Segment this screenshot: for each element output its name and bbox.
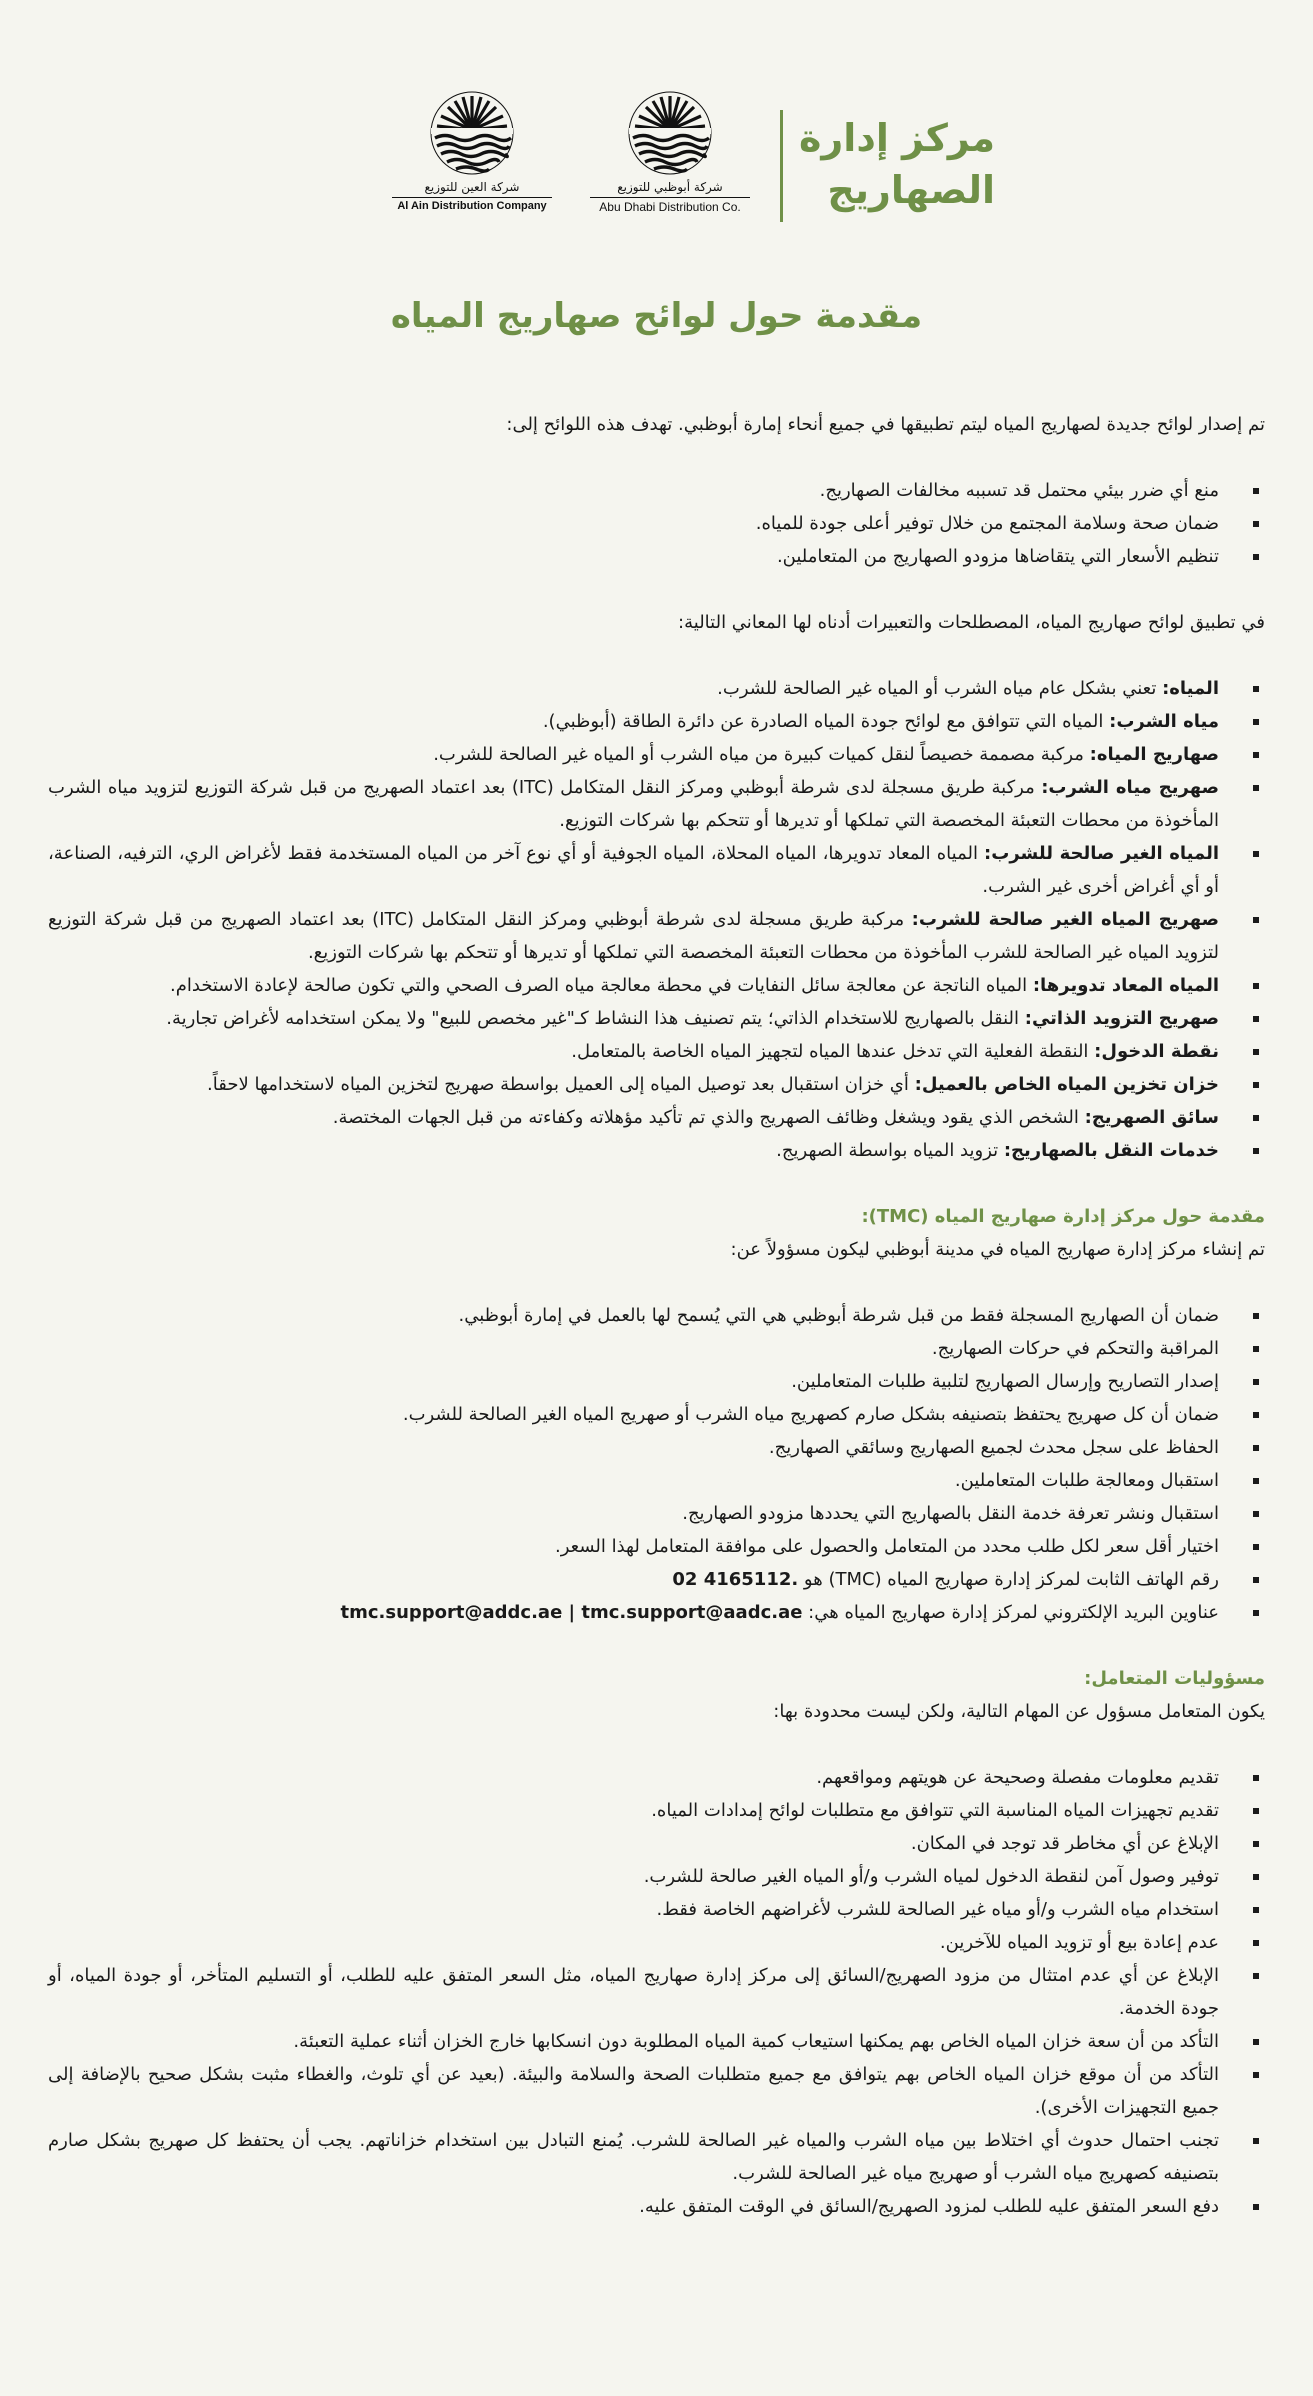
aadc-logo [382,90,562,212]
header-divider [780,110,783,222]
adnoc-arabic-name: شركة أبوظبي للتوزيع [617,180,723,194]
definition-text: مركبة طريق مسجلة لدى شرطة أبوظبي ومركز النقل المتكامل (ITC) بعد اعتماد الصهريج من قبل شركة التوزيع لتزويد المياه غير الصالحة للشرب المأخوذة من محطات التعبئة المخصصة التي تملكها أو تديرها أو تتحكم بها شركات التوزيع. [48,909,1219,963]
logo-rule [392,197,552,198]
definition-item [48,1002,1265,1035]
sunburst-wave-logo-icon [429,90,515,176]
sunburst-wave-logo-icon [627,90,713,176]
definitions-intro: في تطبيق لوائح صهاريج المياه، المصطلحات والتعبيرات أدناه لها المعاني التالية: [678,612,1265,633]
list-item: تنظيم الأسعار التي يتقاضاها مزودو الصهاريج من المتعاملين. [48,540,1265,573]
aadc-english-name: Al Ain Distribution Company [397,200,547,212]
list-item: منع أي ضرر بيئي محتمل قد تسببه مخالفات الصهاريج. [48,474,1265,507]
tmc-section-heading: مقدمة حول مركز إدارة صهاريج المياه (TMC): [861,1206,1265,1227]
definition-term: المياه: [1162,678,1219,699]
definition-item [48,771,1265,837]
definitions-list [48,672,1265,1167]
list-item: استقبال ومعالجة طلبات المتعاملين. [48,1464,1265,1497]
definition-text: النقل بالصهاريج للاستخدام الذاتي؛ يتم تصنيف هذا النشاط كـ"غير مخصص للبيع" ولا يمكن استخدامه لأغراض تجارية. [166,1008,1025,1029]
phone-label: رقم الهاتف الثابت لمركز إدارة صهاريج المياه (TMC) هو [798,1569,1219,1590]
list-item: تجنب احتمال حدوث أي اختلاط بين مياه الشرب والمياه غير الصالحة للشرب. يُمنع التبادل بين استخدام خزاناتهم. يجب أن يحتفظ كل صهريج بشكل صارم بتصنيفه كصهريج مياه الشرب أو صهريج مياه غير الصالحة للشرب. [48,2124,1265,2190]
aadc-arabic-name: شركة العين للتوزيع [424,180,520,194]
tmc-intro: تم إنشاء مركز إدارة صهاريج المياه في مدينة أبوظبي ليكون مسؤولاً عن: [730,1239,1265,1260]
definition-term: سائق الصهريج: [1084,1107,1219,1128]
definition-text: تعني بشكل عام مياه الشرب أو المياه غير الصالحة للشرب. [717,678,1163,699]
list-item: تقديم تجهيزات المياه المناسبة التي تتوافق مع متطلبات لوائح إمدادات المياه. [48,1794,1265,1827]
adnoc-english-name: Abu Dhabi Distribution Co. [599,200,741,214]
definition-item [48,1035,1265,1068]
email-addresses: tmc.support@addc.ae | tmc.support@aadc.ae [340,1602,803,1623]
definition-item [48,1134,1265,1167]
list-item: تقديم معلومات مفصلة وصحيحة عن هويتهم ومواقعهم. [48,1761,1265,1794]
definition-text: أي خزان استقبال بعد توصيل المياه إلى العميل بواسطة صهريج لتخزين المياه لاستخدامها لاحقاً. [207,1074,915,1095]
definition-item [48,1101,1265,1134]
definition-text: تزويد المياه بواسطة الصهريج. [776,1140,1004,1161]
list-item: ضمان أن كل صهريج يحتفظ بتصنيفه بشكل صارم كصهريج مياه الشرب أو صهريج المياه الغير الصالحة للشرب. [48,1398,1265,1431]
header [0,90,1313,235]
tank-management-center-title [795,112,995,216]
definition-term: خدمات النقل بالصهاريج: [1003,1140,1219,1161]
list-item: إصدار التصاريح وإرسال الصهاريج لتلبية طلبات المتعاملين. [48,1365,1265,1398]
goals-list [48,474,1265,573]
list-item: اختيار أقل سعر لكل طلب محدد من المتعامل والحصول على موافقة المتعامل لهذا السعر. [48,1530,1265,1563]
definition-item [48,1068,1265,1101]
definition-item [48,837,1265,903]
definition-term: صهريج المياه الغير صالحة للشرب: [911,909,1219,930]
definition-term: المياه المعاد تدويرها: [1032,975,1219,996]
definition-item [48,672,1265,705]
center-title-line-1: مركز إدارة [799,116,995,160]
logo-rule [590,197,750,198]
page-title: مقدمة حول لوائح صهاريج المياه [390,296,923,336]
email-label: عناوين البريد الإلكتروني لمركز إدارة صهاريج المياه هي: [802,1602,1219,1623]
definition-item [48,969,1265,1002]
list-item: المراقبة والتحكم في حركات الصهاريج. [48,1332,1265,1365]
email-item [48,1596,1265,1629]
list-item: استخدام مياه الشرب و/أو مياه غير الصالحة للشرب لأغراضهم الخاصة فقط. [48,1893,1265,1926]
definition-item [48,705,1265,738]
definition-text: المياه الناتجة عن معالجة سائل النفايات في محطة معالجة مياه الصرف الصحي والتي تكون صالحة لإعادة الاستخدام. [170,975,1033,996]
list-item: ضمان أن الصهاريج المسجلة فقط من قبل شرطة أبوظبي هي التي يُسمح لها بالعمل في إمارة أبوظبي. [48,1299,1265,1332]
definition-text: مركبة طريق مسجلة لدى شرطة أبوظبي ومركز النقل المتكامل (ITC) بعد اعتماد الصهريج من قبل شركة التوزيع لتزويد مياه الشرب المأخوذة من محطات التعبئة المخصصة التي تملكها أو تديرها أو تتحكم بها شركات التوزيع. [48,777,1219,831]
list-item: الإبلاغ عن أي عدم امتثال من مزود الصهريج/السائق إلى مركز إدارة صهاريج المياه، مثل السعر المتفق عليه للطلب، أو التسليم المتأخر، أو جودة المياه، أو جودة الخدمة. [48,1959,1265,2025]
definition-term: خزان تخزين المياه الخاص بالعميل: [914,1074,1219,1095]
list-item: توفير وصول آمن لنقطة الدخول لمياه الشرب و/أو المياه الغير صالحة للشرب. [48,1860,1265,1893]
definition-term: صهريج مياه الشرب: [1041,777,1220,798]
center-title-line-2: الصهاريج [827,168,995,212]
definition-item [48,738,1265,771]
definition-term: المياه الغير صالحة للشرب: [984,843,1219,864]
definition-text: مركبة مصممة خصيصاً لنقل كميات كبيرة من مياه الشرب أو المياه غير الصالحة للشرب. [433,744,1090,765]
list-item: التأكد من أن موقع خزان المياه الخاص بهم يتوافق مع جميع متطلبات الصحة والسلامة والبيئة. (بعيد عن أي تلوث، والغطاء مثبت بشكل صحيح بالإضافة إلى جميع التجهيزات الأخرى). [48,2058,1265,2124]
customer-intro: يكون المتعامل مسؤول عن المهام التالية، ولكن ليست محدودة بها: [773,1701,1265,1722]
definition-text: النقطة الفعلية التي تدخل عندها المياه لتجهيز المياه الخاصة بالمتعامل. [571,1041,1095,1062]
customer-section-heading: مسؤوليات المتعامل: [1084,1668,1265,1689]
definition-term: صهريج التزويد الذاتي: [1024,1008,1219,1029]
tmc-list [48,1299,1265,1629]
list-item: استقبال ونشر تعرفة خدمة النقل بالصهاريج التي يحددها مزودو الصهاريج. [48,1497,1265,1530]
list-item: التأكد من أن سعة خزان المياه الخاص بهم يمكنها استيعاب كمية المياه المطلوبة دون انسكابها خارج الخزان أثناء عملية التعبئة. [48,2025,1265,2058]
list-item: عدم إعادة بيع أو تزويد المياه للآخرين. [48,1926,1265,1959]
list-item: دفع السعر المتفق عليه للطلب لمزود الصهريج/السائق في الوقت المتفق عليه. [48,2190,1265,2223]
adnoc-logo [580,90,760,214]
list-item: الحفاظ على سجل محدث لجميع الصهاريج وسائقي الصهاريج. [48,1431,1265,1464]
customer-list [48,1761,1265,2223]
phone-number: 02 4165112. [672,1569,799,1590]
definition-text: المياه المعاد تدويرها، المياه المحلاة، المياه الجوفية أو أي نوع آخر من المياه المستخدمة فقط لأغراض الري، الترفيه، الصناعة، أو أي أغراض أخرى غير الشرب. [48,843,1219,897]
list-item: ضمان صحة وسلامة المجتمع من خلال توفير أعلى جودة للمياه. [48,507,1265,540]
definition-term: صهاريج المياه: [1089,744,1219,765]
definition-term: نقطة الدخول: [1094,1041,1219,1062]
document-body [48,408,1265,2223]
phone-item [48,1563,1265,1596]
definition-item [48,903,1265,969]
definition-term: مياه الشرب: [1109,711,1219,732]
list-item: الإبلاغ عن أي مخاطر قد توجد في المكان. [48,1827,1265,1860]
definition-text: الشخص الذي يقود ويشغل وظائف الصهريج والذي تم تأكيد مؤهلاته وكفاءته من قبل الجهات المختصة. [332,1107,1085,1128]
intro-paragraph: تم إصدار لوائح جديدة لصهاريج المياه ليتم تطبيقها في جميع أنحاء إمارة أبوظبي. تهدف هذه اللوائح إلى: [506,414,1265,435]
definition-text: المياه التي تتوافق مع لوائح جودة المياه الصادرة عن دائرة الطاقة (أبوظبي). [542,711,1110,732]
